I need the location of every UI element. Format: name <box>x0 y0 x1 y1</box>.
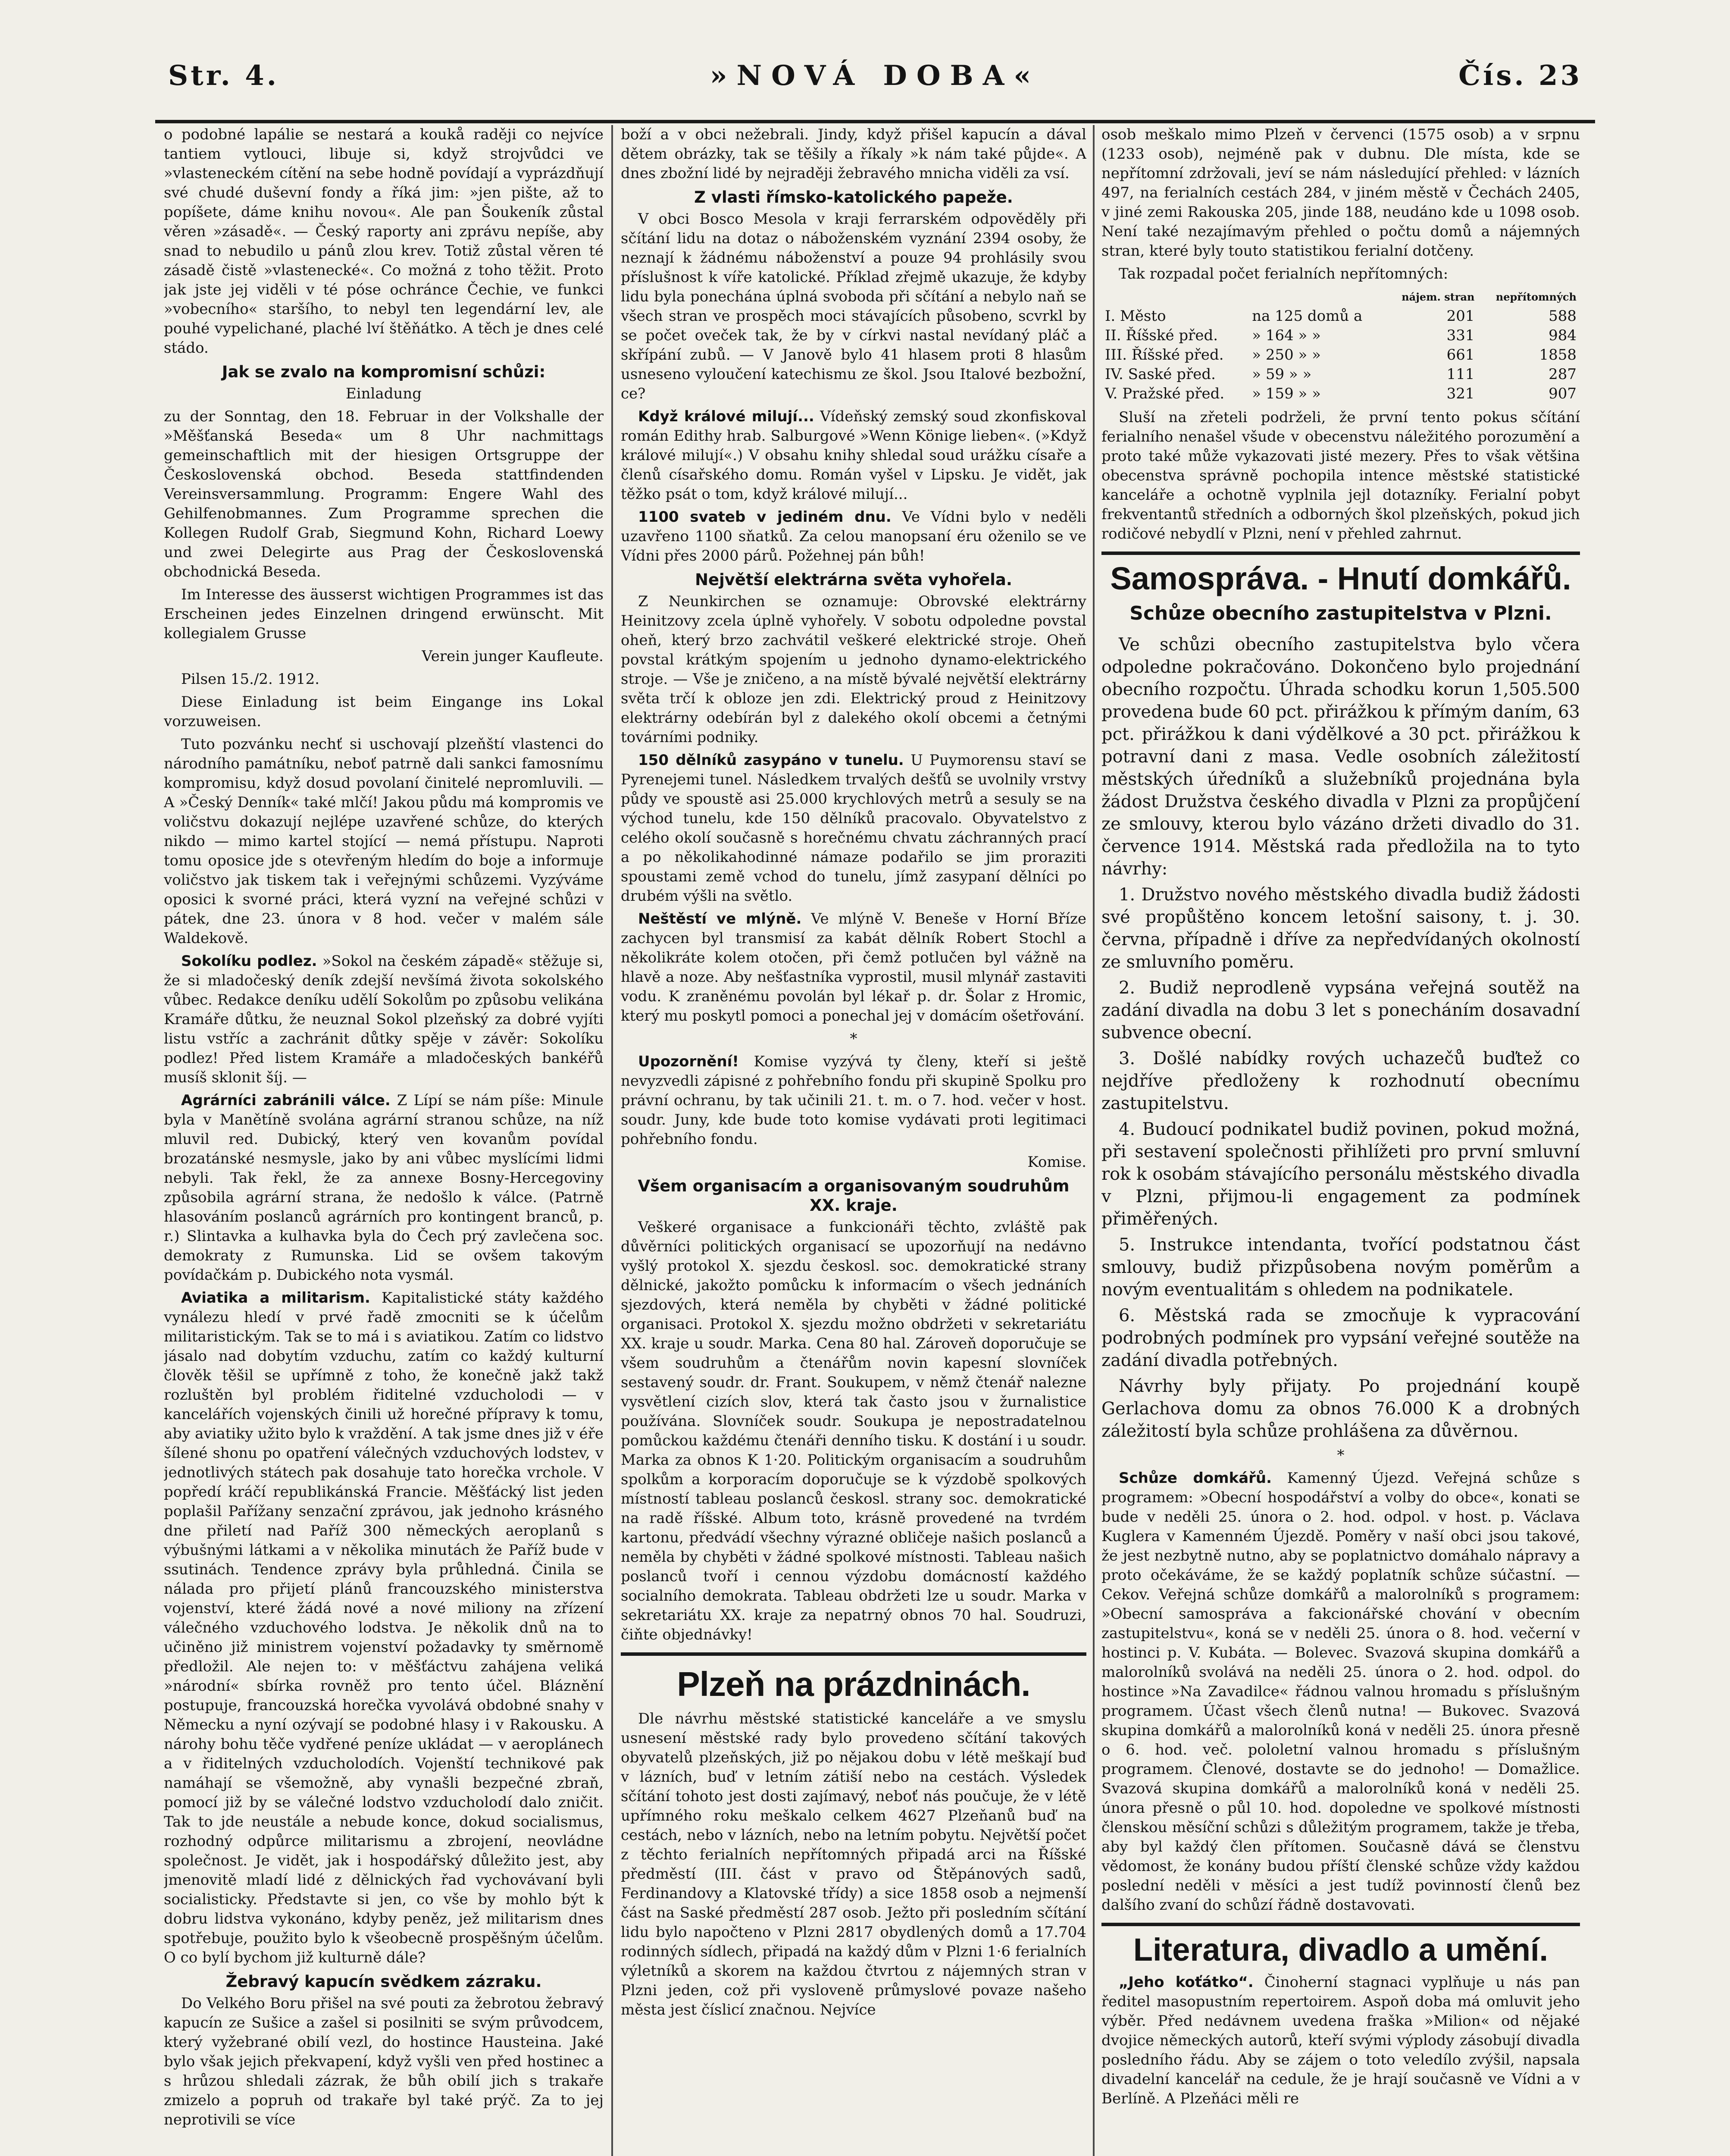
row-value: 661 <box>1446 346 1475 364</box>
column-header: nepřítomných <box>1495 291 1577 303</box>
article-text: zu der Sonntag, den 18. Februar in der Volkshalle der »Měšťanská Beseda« um 8 Uhr nachmittags gemeinschaftlich mit der hiesigen Ortsgruppe der Československá obchod. Beseda stattfindenden Vereinsversammlung. Programm: Engere Wahl des Gehilfenobmannes. Zum Programme sprechen die Kollegen Rudolf Grab, Siegmund Kohn, Richard Loewy und zwei Delegirte aus Prag der Československá obchodnická Beseda. <box>164 408 604 580</box>
article-text: o podobné lapálie se nestará a koukå raději co nejvíce tantiem vytlouci, libuje si, když strojvůdci ve »vlasteneckém cítění na sebe hodně povídají a vyprázdňují své chudé duševní fondy a říká jim: »jen pište, až to popíšete, dáme knihu novou«. Ale pan Šoukeník zůstal věren »zásadě«. — Český raporty ani zprávu nepíše, aby snad to nebudilo u pánů zlou krev. Totiž zůstal věren té zásadě čistě »vlastenecké«. Co možná z toho těžit. Proto jak jste jej viděli v té póse ochránce Čechie, ve funkci »vobecního« staršího, to nebyl ten legendární lev, ale pouhé vypelichané, plaché lví štěňátko. A těch je dnes celé stádo. <box>164 126 604 357</box>
list-item: 6. Městská rada se zmocňuje k vypracování podrobných podmínek pro vypsání veřejné soutěže na zadání divadla potřebných. <box>1101 1306 1580 1370</box>
column-2 <box>621 125 1086 2156</box>
article-text: Ve Vídni bylo v neděli uzavřeno 1100 sňatků. Za celou manopsaní éru oženilo se ve Vídni přes 2000 párů. Požehnej pán bůh! <box>621 508 1086 564</box>
article-heading: Z vlasti římsko-katolického papeže. <box>694 188 1013 207</box>
list-item: 4. Budoucí podnikatel budiž povinen, pokud možná, při sestavení společnosti přihlížeti pro první smluvní rok k osobám stávajícího personálu městského divadla v Plzni, přijmou-li engagement za podmínek přiměřených. <box>1101 1119 1580 1229</box>
article-text: boží a v obci nežebrali. Jindy, když přišel kapucín a dával dětem obrázky, tak se těšily a říkaly »k nám také půjde«. A dnes zbožní lidé by nejraději žebravého mnicha viděli za vsí. <box>621 126 1086 182</box>
column-1 <box>164 125 604 2156</box>
article-heading: Upozornění! <box>638 1053 739 1070</box>
article-heading: Agrárníci zabránili válce. <box>181 1092 391 1109</box>
row-value: 111 <box>1446 366 1475 383</box>
article-heading: Aviatika a militarism. <box>181 1289 370 1307</box>
list-item: 5. Instrukce intendanta, tvořící podstatnou část smlouvy, budiž přizpůsobena novým poměrům a novým eventualitám s ohledem na podnikatele. <box>1101 1235 1580 1300</box>
section-subtitle: Schůze obecního zastupitelstva v Plzni. <box>1129 602 1552 624</box>
row-label: I. Město <box>1105 307 1166 325</box>
article-heading: 1100 svateb v jediném dnu. <box>638 508 892 526</box>
section-rule <box>1101 1923 1580 1926</box>
article-text: Kapitalistické státy každého vynálezu hledí v prvé řadě zmocniti se k účelům militaristickým. Tak se to má i s aviatikou. Zatím co lidstvo jásalo nad dobytím vzduchu, zatím co každý kulturní člověk těšil se upřímně z toho, že konečně jakž takž rozluštěn byl problém řiditelné vzducholodi — v kancelářích vojenských činili už horečné přípravy k tomu, aby aviatiky užito bylo k vraždění. A tak jsme dnes již v éře šílené shonu po opatření válečných vzduchových lodstev, v jednotlivých státech pak dosahuje tato horečka vrchole. V popředí kráčí republikánská Francie. Měšťácký list jeden poplašil Pařížany senzační zprávou, jak jednoho krásného dne přiletí nad Paříž 300 německých aeroplanů s výbušnými látkami a v několika minutách že Paříž bude v ssutinách. Tendence zprávy byla průhledná. Činila se nálada pro přijetí plánů francouzského ministerstva vojenství, které žádá nové a nové miliony na zřízení válečného vzduchového lodstva. Je několik dnů na to učiněno již ministrem vojenství požadavky ty směrnomě předložil. Ale nejen to: v měšťáctvu zahájena veliká »národní« sbírka rovněž pro tento účel. Bláznění postupuje, francouzská horečka vyvolává obdobné snahy v Německu a nyní ozývají se podobné hlasy i v Rakousku. A nárohy bohu těče vydřené peníze ukládat — v aeroplánech a v řiditelných vzducholodích. Vojenští technikové pak namáhají se všemožně, aby vynašli bezpečné zbraň, pomocí již by se válečné lodstvo vzducholodí dalo zničit. Tak to jde neustále a nebude konce, dokud socialismus, rozhodný odpůrce militarismu a zbrojení, neovládne společnost. Je vidět, jak i hospodářský důležito jest, aby jmenovitě mladí lidé z dělnických řad vychovávaní byli socialisticky. Představte si jen, co vše by mohlo být k dobru lidstva vykonáno, kdyby peněz, jež militarism dnes spotřebuje, použito bylo k všeobecně prospěšným účelům. O co bylí bychom již kulturně dále? <box>164 1289 604 1966</box>
article-heading: „Jeho koťátko“. <box>1119 1974 1254 1991</box>
issue-number: Čís. 23 <box>1458 60 1582 92</box>
column-divider-1 <box>611 125 613 2156</box>
article-text: Ve schůzi obecního zastupitelstva bylo včera odpoledne pokračováno. Dokončeno bylo projednání obecního rozpočtu. Úhrada schodku korun 1,505.500 provedena bude 60 pct. přirážkou k přímým daním, 63 pct. přirážkou k dani výdělkové a 30 pct. přirážkou k potravní dani z masa. Vedle osobních záležitostí městských úředníků a služebníků projednána byla žádost Družstva českého divadla v Plzni za propůjčení ze smlouvy, kterou bylo vázáno držeti divadlo do 31. července 1914. Městská rada předložila na to tyto návrhy: <box>1101 635 1580 879</box>
separator-star: * <box>850 1030 857 1047</box>
table-row <box>1101 365 1580 384</box>
section-rule <box>1101 552 1580 555</box>
article-text: osob meškalo mimo Plzeň v červenci (1575 osob) a v srpnu (1233 osob), nejméně pak v dubnu. Dle místa, kde se nepřítomní zdržovali, jeví se nám následující přehled: v lázních 497, na ferialních cestách 284, v jiném městě v Čechách 2405, v jiné zemi Rakouska 205, jinde 188, neudáno kde u 1098 osob. Není také nezajímavým přehled o počtu domů a nájemných stran, které byly touto statistikou ferialní dotčeny. <box>1101 126 1580 260</box>
article-text: Ve mlýně V. Beneše v Horní Bříze zachycen byl transmisí za kabát dělník Robert Stochl a několikráte kolem otočen, při čemž potlučen byl vážně na hlavě a noze. Aby nešťastníka vyprostil, musil mlynář zastaviti vodu. K zraněnému povolán byl lékař p. dr. Šolar z Hromic, který mu poskytl pomoci a ponechal jej v domácím ošetřování. <box>621 910 1086 1025</box>
article-text: Do Velkého Boru přišel na své pouti za žebrotou žebravý kapucín ze Sušice a zašel si posilniti se svým průvodcem, který vyžebrané obilí vezl, do hostince Hausteina. Jaké bylo však jejich překvapení, když vyšli ven před hostinec a s hrůzou shledali zázrak, že bůh obilí jich s trakaře zmizelo a popruh od trakaře byl také prýč. Za to jej neprotivili se více <box>164 1995 604 2128</box>
row-label: V. Pražské před. <box>1105 385 1225 402</box>
row-houses: » 250 » » <box>1252 346 1321 364</box>
article-heading: Jak se zvalo na kompromisní schůzi: <box>222 363 546 381</box>
article-heading: Když králové milují... <box>638 408 814 425</box>
page-number: Str. 4. <box>168 60 279 92</box>
column-3 <box>1101 125 1580 2156</box>
row-label: IV. Saské před. <box>1105 366 1216 383</box>
row-value: 201 <box>1446 307 1475 325</box>
table-row <box>1101 307 1580 326</box>
row-houses: » 59 » » <box>1252 366 1312 383</box>
article-text: Kamenný Újezd. Veřejná schůze s programem: »Obecní hospodářství a volby do obce«, konati se bude v neděli 25. února o 2. hod. odpol. v host. p. Václava Kuglera v Kamenném Újezdě. Poměry v naší obci jsou takové, že jest nezbytně nutno, aby se poplatnictvo domáhalo nápravy a proto očekáváme, že se každý poplatník schůze súčastní. — Cekov. Veřejná schůze domkářů a malorolníků s programem: »Obecní samospráva a fakcionářské chování v obecním zastupitelstvu«, koná se v neděli 25. února o 8. hod. večerní v hostinci p. V. Kubáta. — Bolevec. Svazová skupina domkářů a malorolníků svolává na neděli 25. února o 2. hod. odpol. do hostince »Na Zavadilce« řádnou valnou hromadu s příslušným programem. Účast všech členů nutna! — Bukovec. Svazová skupina domkářů a malorolníků koná v neděli 25. února přesně o 6. hod. več. pololetní valnou hromadu s příslušným programem. Členové, dostavte se do jednoho! — Domažlice. Svazová skupina domkářů a malorolníků koná v neděli 25. února přesně o půl 10. hod. dopoledne ve spolkové místnosti členskou měsíční schůzi s důležitým programem, takže je třeba, aby byl každý člen přítomen. Současně dává se členstvu vědomost, že konány budou příští členské schůze vždy každou poslední neděli v měsíci a jest tudíž povinností členů bez dalšího zvaní do schůzí řádně dostavovati. <box>1101 1470 1580 1914</box>
article-text: Návrhy byly přijaty. Po projednání koupě Gerlachova domu za obnos 76.000 K a drobných záležitostí byla schůze prohlášena za důvěrnou. <box>1101 1376 1580 1441</box>
list-item: 3. Došlé nabídky rových uchazečů buďtež co nejdříve předloženy k rozhodnutí obecnímu zastupitelstvu. <box>1101 1049 1580 1113</box>
article-heading: 150 dělníků zasypáno v tunelu. <box>638 752 904 769</box>
table-row <box>1101 384 1580 404</box>
article-text: Pilsen 15./2. 1912. <box>181 671 320 688</box>
row-houses: » 159 » » <box>1252 385 1321 402</box>
list-item: 2. Budiž neprodleně vypsána veřejná soutěž na zadání divadla na dobu 3 let s ponecháním dosavadní subvence obecní. <box>1101 978 1580 1043</box>
article-text: Diese Einladung ist beim Eingange ins Lokal vorzuweisen. <box>164 693 604 730</box>
section-rule <box>621 1652 1086 1656</box>
page-header <box>155 51 1595 123</box>
article-text: Tuto pozvánku nechť si uschovají plzeňští vlastenci do národního památníku, neboť patrně dali sankci famosnímu kompromisu, když dosud povolaní činitelé nepromluvili. — A »Český Denník« také mlčí! Jakou půdu má kompromis ve voličstvu dokazují nejlépe uzavřené schůze, do kterých nikdo — mimo kartel stojící — nemá přístupu. Naproti tomu oposice jde s otevřeným hledím do boje a informuje voličstvo jak tiskem tak i veřejnými schůzemi. Vyzýváme oposici k svorné práci, která vyzní na veřejné schůzi v pátek, dne 23. února v 8 hod. večer v malém sále Waldekově. <box>164 736 604 947</box>
row-value: 287 <box>1549 366 1577 383</box>
article-text: Dle návrhu městské statistické kanceláře a ve smyslu usnesení městské rady bylo provedeno sčítání takových obyvatelů plzeňských, již po nějakou dobu v létě meškají buď v lázních, buď v letním zátiší nebo na cestách. Výsledek sčítání tohoto jest dosti zajímavý, neboť nás poučuje, že v létě upřímného roku meškalo celkem 4627 Plzeňanů buď na cestách, nebo v lázních, nebo na letním pobytu. Největší počet z těchto ferialních nepřítomných připadá arci na Říšské předměstí (III. část v pravo od Štěpánových sadů, Ferdinandovy a Klatovské třídy) a sice 1858 osob a nejmenší část na Saské předměstí 287 osob. Ježto při posledním sčítání lidu bylo napočteno v Plzni 2817 obydlených domů a 17.704 rodinných sídlech, připadá na každý dům v Plzni 1·6 ferialních výletníků a skorem na každou čtvrtou z nájemných stran v Plzni jeden, což při vysloveně průmyslové povaze našeho města jest číslicí značnou. Nejvíce <box>621 1710 1086 2018</box>
row-value: 321 <box>1446 385 1475 402</box>
row-value: 984 <box>1549 327 1577 344</box>
row-label: III. Říšské před. <box>1105 346 1224 364</box>
table-header-row <box>1101 287 1580 307</box>
row-label: II. Říšské před. <box>1105 327 1218 344</box>
row-value: 588 <box>1549 307 1577 325</box>
row-value: 907 <box>1549 385 1577 402</box>
row-houses: » 164 » » <box>1252 327 1321 344</box>
article-text: Einladung <box>345 385 422 402</box>
article-text: Sluší na zřeteli podrželi, že první tento pokus sčítání ferialního nenašel všude v obecenstvu náležitého porozumění a proto také může vykazovati jisté mezery. Přes to však většina obecenstva správně pochopila intence městské statistické kanceláře a ochotně vyplnila jejl dotazníky. Ferialní pobyt frekventantů středních a odborných škol plzeňských, pokud jich rodičové nebydlí v Plzni, není v přehled zahrnut. <box>1101 409 1580 542</box>
article-text: U Puymorensu staví se Pyrenejemi tunel. Následkem trvalých dešťů se uvolnily vrstvy půdy ve spoustě asi 25.000 krychlových metrů a sesuly se na východ tunelu, kde 150 dělníků pracovalo. Obyvatelstvo z celého okolí současně s horečnému chvatu záchranných prací a po několikahodinné námaze podařilo se jim proraziti spoustami země vchod do tunelu, jímž zasypaní dělníci po drubém výšli na světlo. <box>621 752 1086 905</box>
article-text: V obci Bosco Mesola v kraji ferrarském odpověděly při sčítání lidu na dotaz o náboženském vyznání 2394 osoby, že neznají k žádnému náboženství a pouze 94 prohlásily svou příslušnost k víře katolické. Příklad zřejmě ukazuje, že kdyby lidu byla ponechána úplná svoboda při sčítání a nebylo naň se všech stran ve prospěch moci stávajících působeno, scvrkl by se počet oveček tak, že by v církvi nastal nevídaný pláč a skřípání zubů. — V Janově bylo 41 hlasem proti 8 hlasům usneseno vyloučení katechismu ze škol. Jsou Italové bezbožní, ce? <box>621 210 1086 402</box>
section-title: Literatura, divadlo a umění. <box>1133 1932 1549 1968</box>
section-title: Plzeň na prázdninách. <box>677 1665 1030 1703</box>
article-signature: Verein junger Kaufleute. <box>422 648 604 665</box>
row-houses: na 125 domů a <box>1252 307 1363 325</box>
article-text: Z Lípí se nám píše: Minule byla v Manětíně svolána agrární stranou schůze, na níž mluvil red. Dubický, který ven kovanům povídal brozatánské nesmysle, jako by ani vůbec myslícími lidmi nebyli. Tak řekl, že za annexe Bosny-Hercegoviny způsobila agrární strana, že nedošlo k válce. (Patrně hlasováním poslanců agrárních pro kontingent branců, p. r.) Slintavka a kulhavka byla do Čech prý zavlečena soc. demokraty z Rumunska. Lid se ovšem takovým povídačkám p. Dubického nota vysmál. <box>164 1092 604 1284</box>
article-text: Veškeré organisace a funkcionáři těchto, zvláště pak důvěrníci politických organisací se upozorňují na nedávno vyšlý protokol X. sjezdu českosl. soc. demokratické strany dělnické, jakožto pomůcku k informacím o všech jednáních sjezdových, která neměla by chyběti v žádné politické organisaci. Protokol X. sjezdu možno obdržeti v sekretariátu XX. kraje u soudr. Marka. Cena 80 hal. Zároveň doporučuje se všem soudruhům a čtenářům novin kapesní slovníček sestavený soudr. dr. Frant. Soukupem, v němž čtenář nalezne vysvětlení cizích slov, která tak často jsou v žurnalistice používána. Slovníček soudr. Soukupa je nepostradatelnou pomůckou každému čtenáři denního tisku. K dostání i u soudr. Marka za obnos K 1·20. Politickým organisacím a soudruhům spolkům a korporacím doporučuje se k výzdobě spolkových místností tableau poslanců českosl. strany soc. demokratické na radě říšské. Album toto, krásně provedené na tvrdém kartonu, předvádí všechny výrazné obličeje našich poslanců a neměla by chyběti v žádné spolkové místnosti. Tableau našich poslanců tvoří i cennou výzdobu domácností každého socialního demokrata. Tableau obdržeti lze u soudr. Marka v sekretariátu XX. kraje za nepatrný obnos 70 hal. Soudruzi, čiňte objednávky! <box>621 1219 1086 1643</box>
article-text: Činoherní stagnaci vyplňuje u nás pan ředitel masopustním repertoirem. Aspoň doba má omluvit jeho výběr. Před nedávnem uvedena fraška »Milion« od nějaké dvojice německých autorů, kteří svými výplody zásobují divadla posledního řádu. Aby se zájem o toto veledílo zvýšil, napsala divadelní kancelář na cedule, že je hrají současně ve Vídni a v Berlíně. A Plzeňáci měli re <box>1101 1974 1580 2107</box>
article-text: Z Neunkirchen se oznamuje: Obrovské elektrárny Heinitzovy zcela úplně vyhořely. V sobotu odpoledne povstal oheň, který brzo zachvátil veškeré elektrické stroje. Oheň povstal krátkým spojením u jednoho dynamo-elektrického stroje. — Vše je zničeno, a na místě bývalé největší elektrárny světa trčí k obloze jen zdi. Elektrický proud z Heinitzovy elektrárny odebírán byl z dalekého okolí obcemi a četnými továrními podniky. <box>621 593 1086 746</box>
article-text: Tak rozpadal počet ferialních nepřítomných: <box>1119 265 1448 282</box>
article-text: Im Interesse des äusserst wichtigen Programmes ist das Erscheinen jedes Einzelnen dringend erwünscht. Mit kollegialem Grusse <box>164 586 604 642</box>
statistics-table <box>1101 287 1580 404</box>
newspaper-title: »NOVÁ DOBA« <box>710 60 1041 92</box>
article-text: Vídeňský zemský soud zkonfiskoval román Edithy hrab. Salburgové »Wenn Könige lieben«. (»Když králové milují«.) V obsahu knihy shledal soud urážku císaře a členů císařského domu. Román vyšel v Lipsku. Je vidět, jak těžko psát o tom, když králové milují... <box>621 408 1086 503</box>
column-header: nájem. stran <box>1402 291 1475 303</box>
article-text: »Sokol na českém západě« stěžuje si, že si mladočeský deník zdejší nevšímá života sokolského vůbec. Redakce deníku udělí Sokolům po způsobu velikána Kramáře důtku, že neuznal Sokol plzeňský za dobré vyjíti listu vstříc a zachránit důtky spěje v závěr: Sokolíku podlez! Před listem Kramáře a mladočeských bankéřů musíš sklonit šíj. — <box>164 953 604 1086</box>
section-title: Samospráva. - Hnutí domkářů. <box>1110 561 1571 596</box>
article-heading: Všem organisacím a organisovaným soudruhům XX. kraje. <box>638 1177 1070 1215</box>
column-divider-2 <box>1093 125 1095 2156</box>
table-row <box>1101 326 1580 345</box>
article-heading: Největší elektrárna světa vyhořela. <box>695 570 1012 589</box>
separator-star: * <box>1337 1447 1345 1464</box>
article-heading: Žebravý kapucín svědkem zázraku. <box>225 1972 542 1991</box>
article-signature: Komise. <box>1027 1153 1086 1171</box>
list-item: 1. Družstvo nového městského divadla budiž žádosti své propůštěno koncem letošní saisony, t. j. 30. června, případně i dříve za nepředvídaných okolností ze smluvního poměru. <box>1101 885 1580 972</box>
table-row <box>1101 345 1580 365</box>
row-value: 331 <box>1446 327 1475 344</box>
article-heading: Sokolíku podlez. <box>181 953 317 970</box>
article-text: Komise vyzývá ty členy, kteří si ještě nevyzvedli zápisné z pohřebního fondu při skupině Spolku pro právní ochranu, by tak učinili 21. t. m. o 7. hod. večer v host. soudr. Juny, kde bude toto komise vydávati proti legitimaci pohřebního fondu. <box>621 1053 1086 1148</box>
article-heading: Schůze domkářů. <box>1119 1470 1272 1487</box>
article-heading: Neštěstí ve mlýně. <box>638 910 802 928</box>
row-value: 1858 <box>1539 346 1577 364</box>
